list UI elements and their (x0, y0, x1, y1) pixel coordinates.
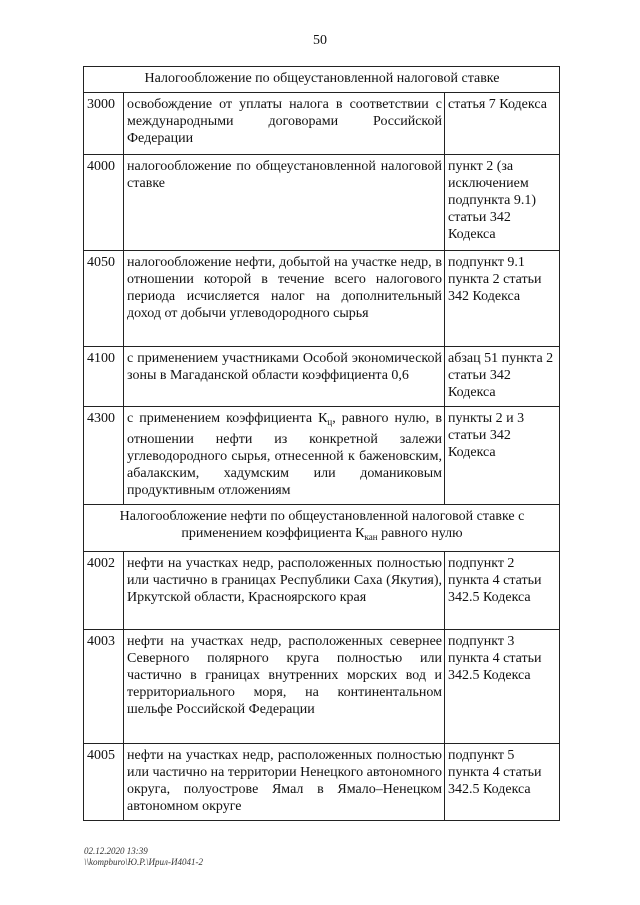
table-row (84, 251, 560, 347)
description-cell: с применением участниками Особой экономической зоны в Магаданской области коэффициента 0,6 (124, 347, 445, 407)
code-cell: 4002 (84, 552, 124, 630)
section-title-text: Налогообложение нефти по общеустановленной налоговой ставке с применением коэффициента К (119, 509, 525, 541)
code-cell: 4050 (84, 251, 124, 347)
table-row (84, 744, 560, 821)
description-cell: освобождение от уплаты налога в соответствии с международными договорами Российской Федерации (124, 93, 445, 155)
description-cell: налогообложение нефти, добытой на участке недр, в отношении которой в течение всего налогового периода исчисляется налог на дополнительный доход от добычи углеводородного сырья (124, 251, 445, 347)
section-title: Налогообложение по общеустановленной налоговой ставке (84, 67, 560, 93)
description-cell: налогообложение по общеустановленной налоговой ставке (124, 155, 445, 251)
reference-cell: абзац 51 пункта 2 статьи 342 Кодекса (445, 347, 560, 407)
table-row (84, 552, 560, 630)
reference-cell: пункты 2 и 3 статьи 342 Кодекса (445, 407, 560, 505)
code-cell: 4300 (84, 407, 124, 505)
footer-file-path: \\kompburo\Ю.Р.\Ирил-И4041-2 (84, 857, 203, 867)
coefficient-subscript: ц (327, 417, 333, 427)
code-cell: 4100 (84, 347, 124, 407)
table-row (84, 347, 560, 407)
table-row (84, 407, 560, 505)
description-cell (124, 407, 445, 505)
reference-cell: пункт 2 (за исключением подпункта 9.1) статьи 342 Кодекса (445, 155, 560, 251)
description-cell: нефти на участках недр, расположенных полностью или частично на территории Ненецкого автономного округа, полуострове Ямал в Ямало–Ненецком автономном округе (124, 744, 445, 821)
table-row (84, 93, 560, 155)
section-title (84, 505, 560, 552)
table-row (84, 155, 560, 251)
description-text: с применением коэффициента К (127, 411, 328, 426)
table-row (84, 630, 560, 744)
tax-codes-table (83, 66, 560, 821)
reference-cell: статья 7 Кодекса (445, 93, 560, 155)
footer-timestamp: 02.12.2020 13:39 (84, 846, 148, 856)
coefficient-subscript: кан (364, 532, 378, 542)
reference-cell: подпункт 3 пункта 4 статьи 342.5 Кодекса (445, 630, 560, 744)
description-text: , равного нулю, в отношении нефти из конкретной залежи углеводородного сырья, отнесенной к баженовским, абалакским, хадумским или доманиковым продуктивным отложениям (127, 411, 442, 498)
description-cell: нефти на участках недр, расположенных севернее Северного полярного круга полностью или частично в границах внутренних морских вод и территориального моря, на континентальном шельфе Российской Федерации (124, 630, 445, 744)
code-cell: 3000 (84, 93, 124, 155)
section-header-row (84, 505, 560, 552)
page-number: 50 (313, 33, 327, 48)
section-header-row (84, 67, 560, 93)
code-cell: 4003 (84, 630, 124, 744)
reference-cell: подпункт 5 пункта 4 статьи 342.5 Кодекса (445, 744, 560, 821)
document-footer (84, 846, 203, 868)
reference-cell: подпункт 2 пункта 4 статьи 342.5 Кодекса (445, 552, 560, 630)
code-cell: 4005 (84, 744, 124, 821)
code-cell: 4000 (84, 155, 124, 251)
description-cell: нефти на участках недр, расположенных полностью или частично в границах Республики Саха (Якутия), Иркутской области, Красноярского края (124, 552, 445, 630)
section-title-text: равного нулю (377, 526, 463, 541)
reference-cell: подпункт 9.1 пункта 2 статьи 342 Кодекса (445, 251, 560, 347)
